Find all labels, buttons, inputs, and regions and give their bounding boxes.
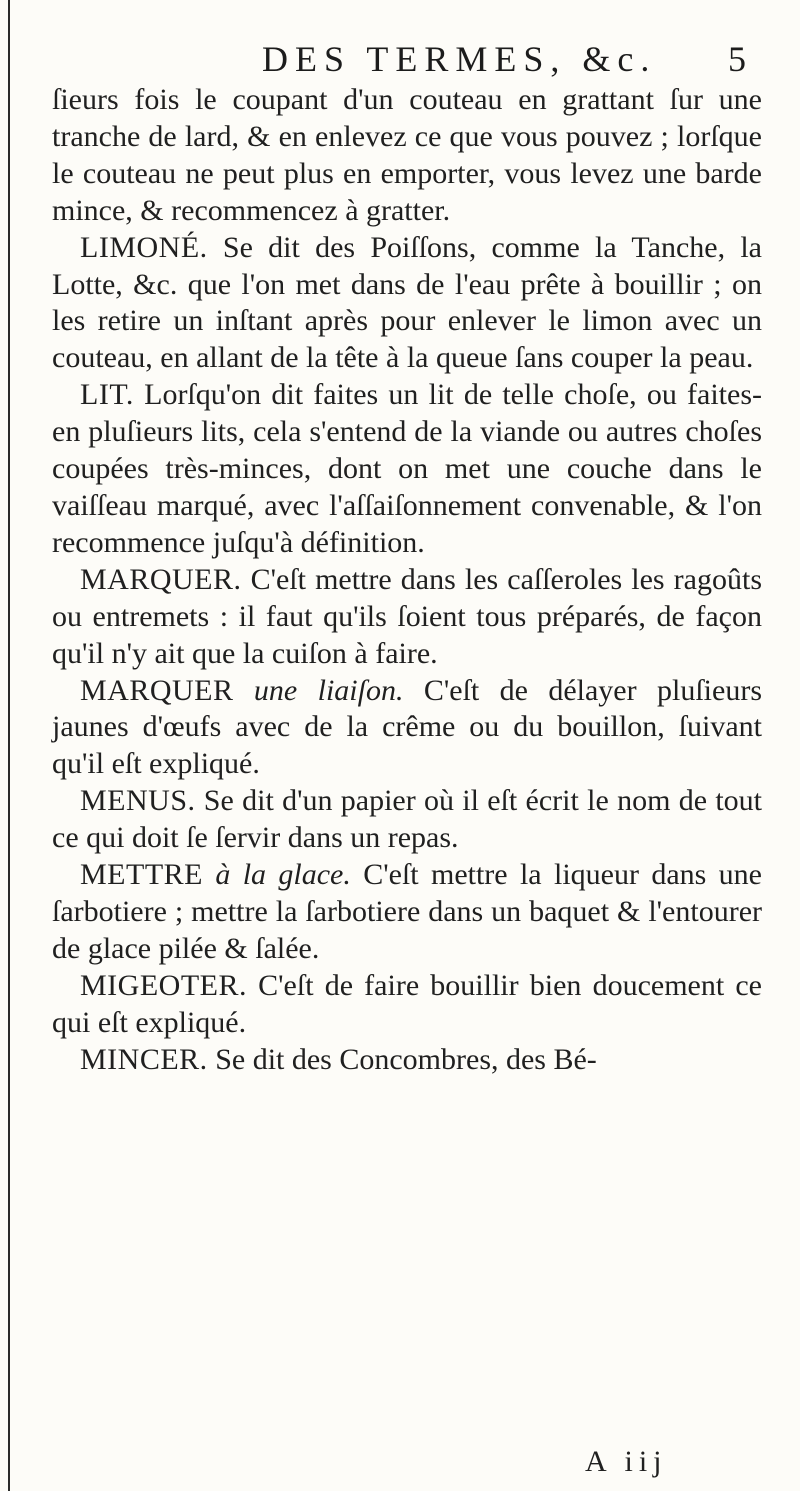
running-header: [0, 34, 800, 84]
signature-mark: A iij: [585, 1445, 668, 1478]
entry-term: MARQUER: [80, 673, 234, 707]
entry-definition: Se dit des Concombres, des Bé-: [207, 1042, 597, 1076]
header-title: DES TERMES, &c.: [262, 39, 657, 79]
entry-term: METTRE: [80, 858, 203, 892]
continuation-paragraph: ſieurs fois le coupant d'un couteau en grattant ſur une tranche de lard, & en enlevez ce que vous pouvez ; lorſque le couteau ne peut plus en emporter, vous levez une barde mince, & recommencez à gratter.: [52, 83, 762, 227]
entry-definition: C'eſt de délayer pluſieurs jaunes d'œufs avec de la crême ou du bouillon, ſuivant qu'il eſt expliqué.: [52, 673, 762, 781]
entry-term: MINCER.: [80, 1042, 208, 1076]
entry-term: LIMONÉ.: [80, 230, 208, 264]
entry-migeoter: [52, 968, 762, 1042]
page-number: 5: [728, 39, 746, 79]
entry-definition: C'eſt de faire bouillir bien doucement ce qui eſt expliqué.: [52, 968, 762, 1039]
glossary-text: [52, 82, 762, 1078]
entry-term: LIT.: [80, 378, 134, 412]
entry-qualifier: une liaiſon.: [233, 673, 404, 707]
entry-definition: Se dit d'un papier où il eſt écrit le nom de tout ce qui doit ſe ſervir dans un repas.: [52, 784, 762, 855]
entry-menus: [52, 783, 762, 857]
entry-lit: [52, 377, 762, 562]
entry-mincer: [52, 1042, 762, 1079]
entry-term: MARQUER.: [80, 562, 242, 596]
binding-edge-line: [8, 0, 10, 1491]
entry-marquer-liaison: [52, 673, 762, 784]
entry-term: MENUS.: [80, 784, 196, 818]
entry-mettre-glace: [52, 857, 762, 968]
entry-definition: C'eſt mettre la liqueur dans une ſarbotiere ; mettre la ſarbotiere dans un baquet & l'entourer de glace pilée & ſalée.: [52, 858, 762, 965]
entry-term: MIGEOTER.: [80, 968, 247, 1002]
entry-definition: Se dit des Poiſſons, comme la Tanche, la Lotte, &c. que l'on met dans de l'eau prête à bouillir ; on les retire un inſtant après pour enlever le limon avec un couteau, en allant de la tête à la queue ſans couper la peau.: [52, 230, 762, 375]
entry-qualifier: à la glace.: [203, 858, 351, 892]
entry-marquer: [52, 562, 762, 673]
entry-limone: [52, 230, 762, 378]
entry-definition: Lorſqu'on dit faites un lit de telle choſe, ou faites-en pluſieurs lits, cela s'entend de la viande ou autres choſes coupées très-minces, dont on met une couche dans le vaiſſeau marqué, avec l'aſſaiſonnement convenable, & l'on recommence juſqu'à définition.: [52, 378, 762, 559]
entry-definition: C'eſt mettre dans les caſſeroles les ragoûts ou entremets : il faut qu'ils ſoient tous préparés, de façon qu'il n'y ait que la cuiſon à faire.: [52, 562, 762, 670]
